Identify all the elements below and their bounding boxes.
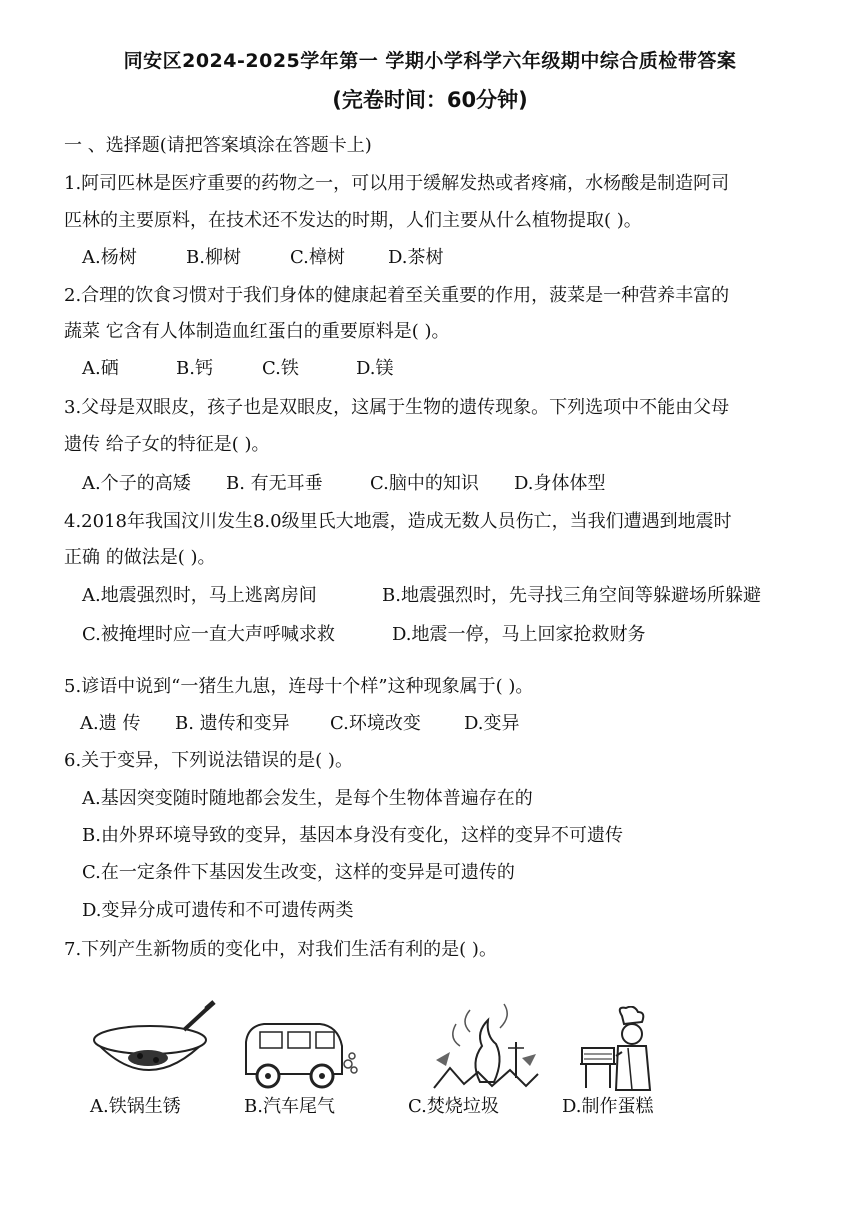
question-6-option-c: C.在一定条件下基因发生改变，这样的变异是可遗传的 <box>82 862 515 883</box>
making-cake-picture <box>576 1006 668 1092</box>
question-3-option-b: B. 有无耳垂 <box>226 473 323 494</box>
question-3-option-c: C.脑中的知识 <box>370 473 479 494</box>
question-6-option-a: A.基因突变随时随地都会发生，是每个生物体普遍存在的 <box>82 788 533 809</box>
exam-title: 同安区2024-2025学年第一 学期小学科学六年级期中综合质检带答案 <box>123 50 737 72</box>
question-7-line-1: 7.下列产生新物质的变化中，对我们生活有利的是( )。 <box>64 939 497 960</box>
question-4-line-2: 正确 的做法是( )。 <box>64 547 216 568</box>
question-2-line-2: 蔬菜 它含有人体制造血红蛋白的重要原料是( )。 <box>64 321 450 342</box>
question-2-option-d: D.镁 <box>356 358 394 379</box>
question-3-line-2: 遗传 给子女的特征是( )。 <box>64 434 270 455</box>
question-4-option-d: D.地震一停，马上回家抢救财务 <box>392 624 646 645</box>
question-4-option-a: A.地震强烈时，马上逃离房间 <box>82 585 317 606</box>
question-3-option-a: A.个子的高矮 <box>82 473 191 494</box>
question-3-option-d: D.身体体型 <box>514 473 606 494</box>
question-5-option-c: C.环境改变 <box>330 713 421 734</box>
question-7-option-a: A.铁锅生锈 <box>90 1096 181 1117</box>
question-3-line-1: 3.父母是双眼皮，孩子也是双眼皮，这属于生物的遗传现象。下列选项中不能由父母 <box>64 397 730 418</box>
question-5-line-1: 5.谚语中说到“一猪生九崽，连母十个样”这种现象属于( )。 <box>64 676 534 697</box>
question-1-option-a: A.杨树 <box>82 247 137 268</box>
question-2-option-b: B.钙 <box>176 358 213 379</box>
question-7-option-b: B.汽车尾气 <box>244 1096 335 1117</box>
exam-subtitle: (完卷时间：60分钟) <box>332 88 528 112</box>
question-6-line-1: 6.关于变异，下列说法错误的是( )。 <box>64 750 353 771</box>
section-heading: 一 、选择题(请把答案填涂在答题卡上) <box>64 135 372 156</box>
car-exhaust-picture <box>238 1016 358 1092</box>
question-7-option-c: C.焚烧垃圾 <box>408 1096 499 1117</box>
question-4-line-1: 4.2018年我国汶川发生8.0级里氏大地震，造成无数人员伤亡，当我们遭遇到地震时 <box>64 511 732 532</box>
question-1-line-2: 匹林的主要原料，在技术还不发达的时期，人们主要从什么植物提取( )。 <box>64 210 642 231</box>
question-2-option-c: C.铁 <box>262 358 299 379</box>
rusty-wok-picture <box>88 1000 218 1092</box>
question-5-option-a: A.遗 传 <box>80 713 141 734</box>
question-2-line-1: 2.合理的饮食习惯对于我们身体的健康起着至关重要的作用，菠菜是一种营养丰富的 <box>64 285 730 306</box>
question-2-option-a: A.硒 <box>82 358 119 379</box>
question-1-option-d: D.茶树 <box>388 247 444 268</box>
question-1-option-c: C.樟树 <box>290 247 345 268</box>
question-1-option-b: B.柳树 <box>186 247 241 268</box>
burning-garbage-picture <box>430 1002 542 1092</box>
question-5-option-d: D.变异 <box>464 713 520 734</box>
question-6-option-b: B.由外界环境导致的变异，基因本身没有变化，这样的变异不可遗传 <box>82 825 623 846</box>
question-1-line-1: 1.阿司匹林是医疗重要的药物之一，可以用于缓解发热或者疼痛，水杨酸是制造阿司 <box>64 173 730 194</box>
question-6-option-d: D.变异分成可遗传和不可遗传两类 <box>82 900 354 921</box>
question-4-option-c: C.被掩埋时应一直大声呼喊求救 <box>82 624 335 645</box>
question-5-option-b: B. 遗传和变异 <box>175 713 290 734</box>
question-7-option-d: D.制作蛋糕 <box>562 1096 654 1117</box>
question-4-option-b: B.地震强烈时，先寻找三角空间等躲避场所躲避 <box>382 585 761 606</box>
